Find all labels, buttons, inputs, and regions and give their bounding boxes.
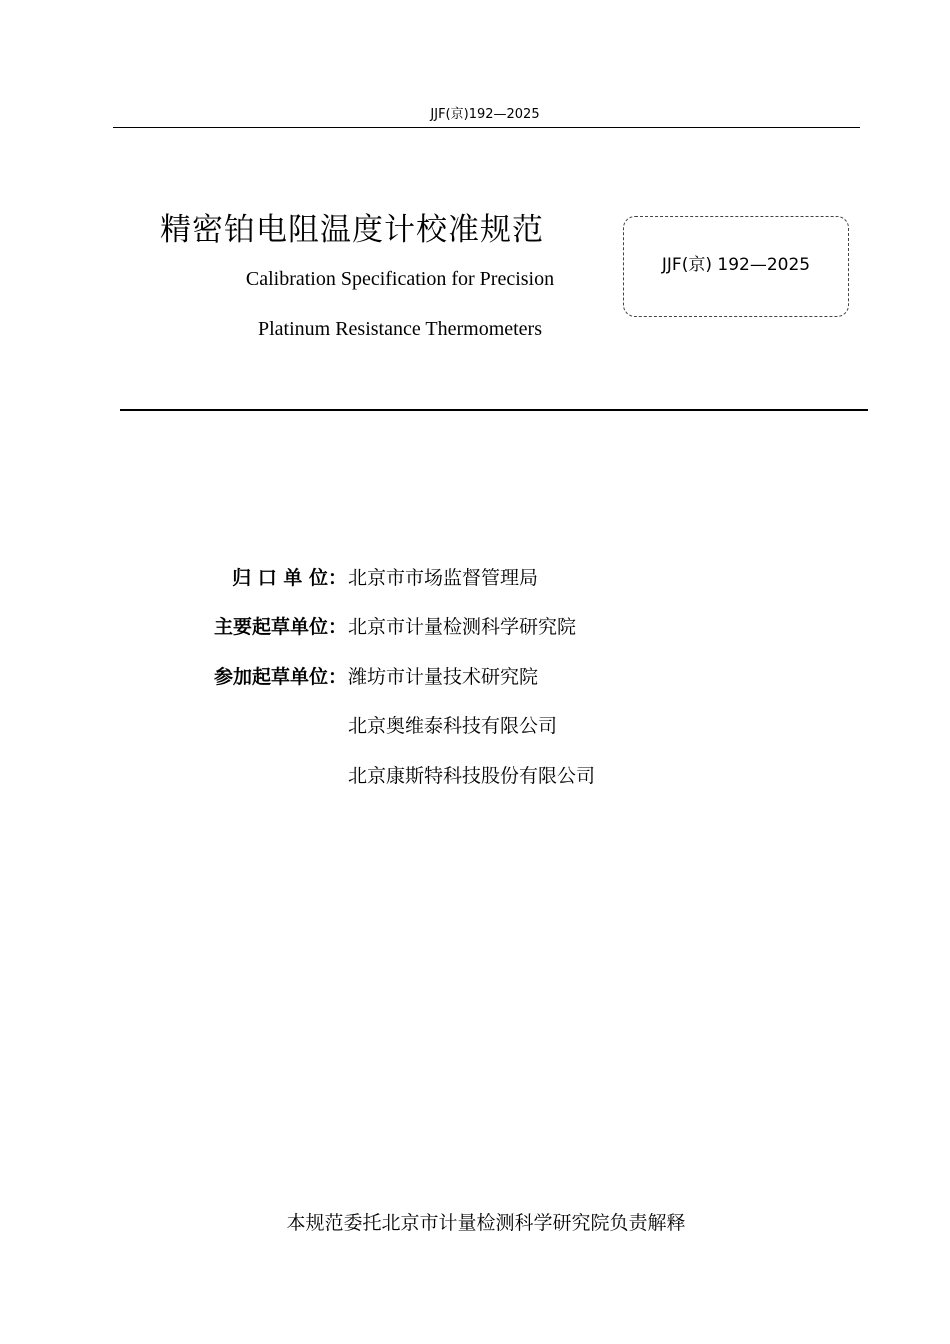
org-value-participating-1: 潍坊市计量技术研究院 <box>348 666 539 688</box>
title-rule <box>120 409 868 411</box>
org-value-participating-2: 北京奥维泰科技有限公司 <box>348 715 558 737</box>
title-english-line-2: Platinum Resistance Thermometers <box>257 318 542 340</box>
org-label-responsible: 归 口 单 位： <box>232 567 347 589</box>
org-value-main-drafter: 北京市计量检测科学研究院 <box>348 616 577 638</box>
title-chinese: 精密铂电阻温度计校准规范 <box>160 212 544 248</box>
org-label-main-drafter: 主要起草单位： <box>213 616 347 638</box>
spec-code-text: JJF(京) 192—2025 <box>661 255 811 275</box>
org-value-participating-3: 北京康斯特科技股份有限公司 <box>348 765 596 787</box>
org-value-responsible: 北京市市场监督管理局 <box>348 567 539 589</box>
footer-interpretation-note: 本规范委托北京市计量检测科学研究院负责解释 <box>286 1212 686 1234</box>
title-english-line-1: Calibration Specification for Precision <box>245 268 555 290</box>
org-label-participating-drafters: 参加起草单位： <box>213 666 347 688</box>
header-rule <box>113 127 860 128</box>
spec-code-box <box>623 216 849 317</box>
header-code: JJF(京)192—2025 <box>430 107 540 122</box>
